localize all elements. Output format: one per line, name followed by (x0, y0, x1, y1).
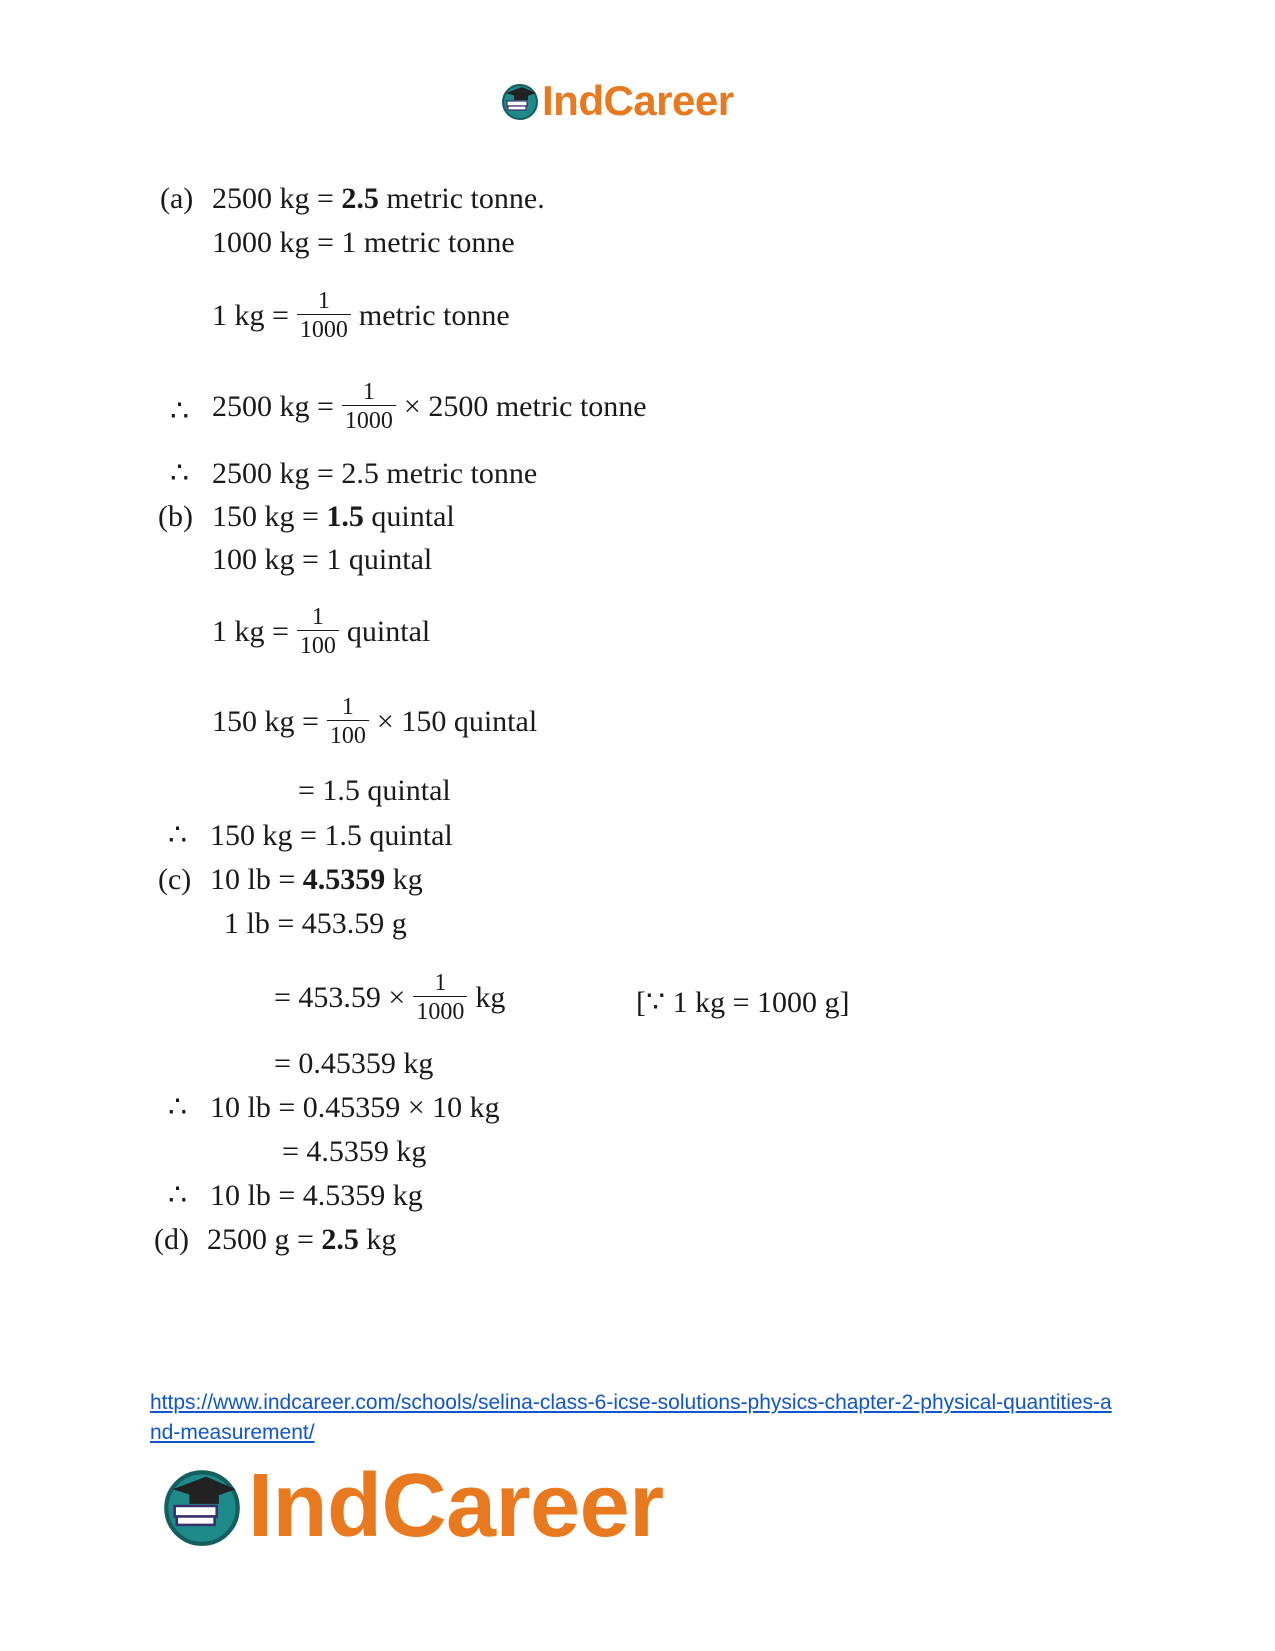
part-b-line-5: 150 kg = 1.5 quintal (210, 819, 453, 852)
brand-name: IndCareer (542, 77, 734, 124)
therefore-symbol: ∴ (168, 1179, 188, 1212)
part-b-line-3: 150 kg = $\frac{1}{100}$ × 150 quintal (212, 694, 538, 749)
part-b-line-4: = 1.5 quintal (298, 774, 451, 807)
fraction: $\frac{1}{1000}$ (342, 379, 396, 434)
part-b-heading: 150 kg = 1.5 quintal (212, 500, 455, 533)
part-c-label: (c) (158, 863, 192, 896)
fraction: $\frac{1}{100}$ (327, 694, 369, 749)
part-b-label: (b) (158, 500, 193, 533)
part-c-line-1: 1 lb = 453.59 g (224, 907, 407, 940)
brand-logo-bottom (160, 1458, 664, 1554)
brand-name: IndCareer (248, 1456, 664, 1556)
part-a-line-3: 2500 kg = $\frac{1}{1000}$ × 2500 metric tonne (212, 379, 647, 434)
therefore-symbol: ∴ (168, 1091, 188, 1124)
therefore-symbol: ∴ (170, 457, 190, 490)
part-b-line-1: 100 kg = 1 quintal (212, 543, 433, 576)
part-a-line-1: 1000 kg = 1 metric tonne (212, 226, 515, 259)
graduation-cap-book-globe-icon (500, 81, 540, 121)
part-d-heading: 2500 g = 2.5 kg (207, 1223, 397, 1256)
source-link[interactable]: https://www.indcareer.com/schools/selina-class-6-icse-solutions-physics-chapter-2-physical-quantities-and-measurement/ (150, 1391, 1112, 1444)
part-c-heading: 10 lb = 4.5359 kg (210, 863, 423, 896)
part-c-note: [∵ 1 kg = 1000 g] (636, 986, 850, 1019)
part-c-line-6: 10 lb = 4.5359 kg (210, 1179, 423, 1212)
part-a-line-2: 1 kg = $\frac{1}{1000}$ metric tonne (212, 288, 510, 343)
fraction: $\frac{1}{100}$ (297, 604, 339, 659)
part-c-line-4: 10 lb = 0.45359 × 10 kg (210, 1091, 500, 1124)
therefore-symbol: ∴ (168, 819, 188, 852)
part-a-heading: 2500 kg = 2.5 metric tonne. (212, 182, 545, 215)
part-b-line-2: 1 kg = $\frac{1}{100}$ quintal (212, 604, 431, 659)
fraction: $\frac{1}{1000}$ (297, 288, 351, 343)
brand-logo-top (500, 78, 734, 124)
part-a-line-4: 2500 kg = 2.5 metric tonne (212, 457, 538, 490)
part-d-label: (d) (154, 1223, 189, 1256)
therefore-symbol: ∴ (170, 395, 190, 428)
part-c-line-2: = 453.59 × $\frac{1}{1000}$ kg (274, 970, 506, 1025)
part-c-line-3: = 0.45359 kg (274, 1047, 434, 1080)
fraction: $\frac{1}{1000}$ (413, 970, 467, 1025)
graduation-cap-book-globe-icon (160, 1464, 244, 1548)
part-c-line-5: = 4.5359 kg (282, 1135, 427, 1168)
part-a-label: (a) (160, 182, 194, 215)
